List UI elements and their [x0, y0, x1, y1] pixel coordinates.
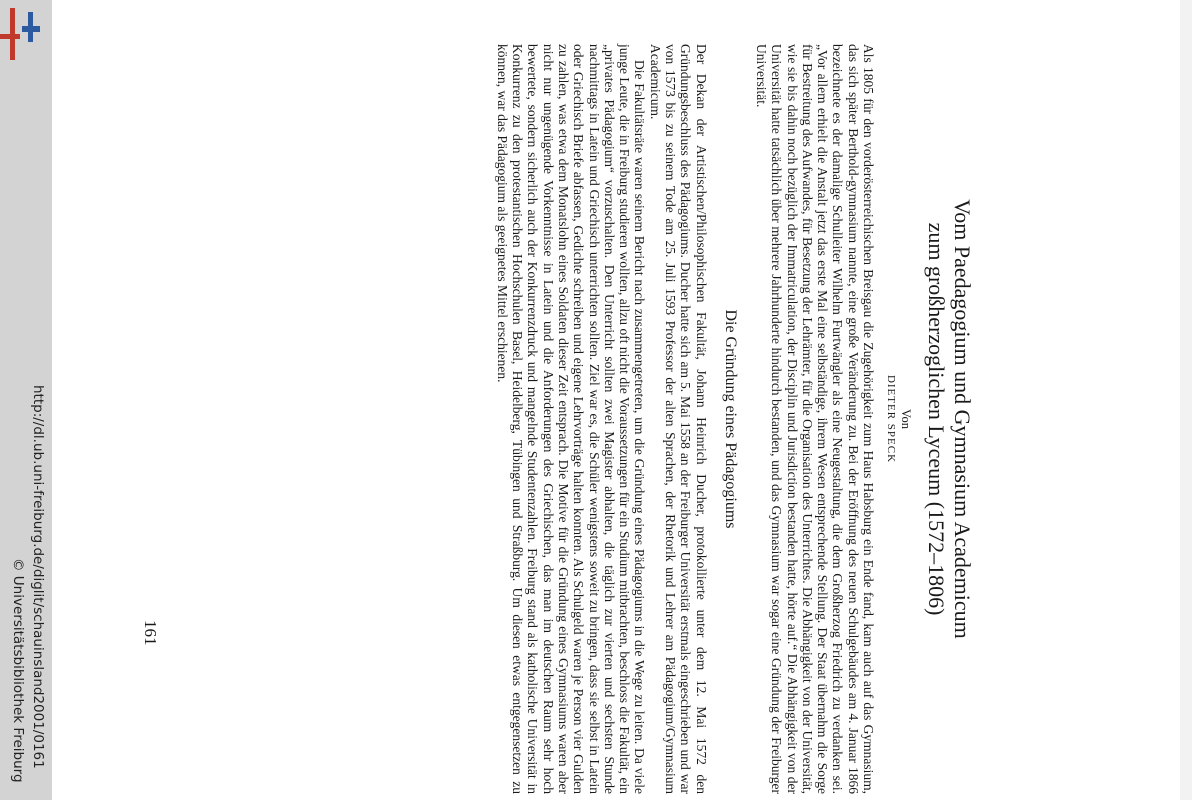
paragraph-faculty: Die Fakultätsräte waren seinem Bericht nach zusammengetreten, um die Gründung eines Pädagogiums in die Wege zu leiten. Da viele junge Leute, die in Freiburg studieren wollten, allzu oft nicht die Voraussetzungen für ein Studium mitbrachten, beschloss die Fakultät, ein „privates Pädagogium“ vorzuschalten. Den Unterricht sollten zwei Magister abhalten, die täglich zur vierten und sechsten Stunde nachmittags in Latein und Griechisch unterrichten sollten. Ziel war es, die Schüler wenigstens soweit zu bringen, dass sie selbst in Latein oder Griechisch Briefe abfassen, Gedichte schreiben und eigene Lehrvorträge halten konnten. Als Schulgeld waren je Person vier Gulden zu zahlen, was etwa dem Monatslohn eines Soldaten dieser Zeit entsprach. Die Motive für die Gründung eines Gymnasiums waren aber nicht nur ungenügende Vorkenntnisse in Latein und die Anforderungen des Griechischen, das man im deutschen Raum sehr hoch bewertete, sondern sicherlich auch der Konkurrenzdruck und mangelnde Studentenzahlen. Freiburg stand als katholische Universität in Konkurrenz zu den protestantischen Hochschulen Basel, Heidelberg, Tübingen und Straßburg. Um diesen etwas entgegensetzen zu können, war das Pädagogium als geeignetes Mittel erschienen. [494, 44, 648, 794]
footer-copyright: © Universitätsbibliothek Freiburg [10, 558, 26, 783]
page-edge [1180, 0, 1192, 800]
paragraph-intro: Als 1805 für den vorderösterreichischen Breisgau die Zugehörigkeit zum Haus Habsburg ein Ende fand, kam auch auf das Gymnasium, das sich später Berthold-gymnasium nannte, eine große Veränderung zu. Bei der Eröffnung des neuen Schulgebäudes am 4. Januar 1866 bezeichnete es der damalige Schulleiter Wilhelm Furtwängler als eine Neugestaltung, die dem Großherzog Friedrich zu verdanken sei. „Vor allem erhielt die Anstalt jetzt das erste Mal eine selbständige, ihrem Wesen entsprechende Stellung. Der Staat übernahm die Sorge für Bestreitung des Aufwandes, für Besetzung der Lehrämter, für die Organisation des Unterrichtes. Die Abhängigkeit von der Universität, wie sie bis dahin noch bezüglich der Immatriculation, der Disciplin und Jurisdiction bestanden hatte, hörte auf.“ Die Abhängigkeit von der Universität hatte tatsächlich über mehrere Jahrhunderte hindurch bestanden, und das Gymnasium war sogar eine Gründung der Freiburger Universität. [753, 44, 876, 794]
title-line-2: zum großherzoglichen Lyceum (1572–1806) [924, 222, 949, 616]
byline-von: Von [899, 409, 913, 429]
author-name: DIETER SPECK [885, 374, 897, 464]
paragraph-founding: Der Dekan der Artistischen/Philosophischen Fakultät, Johann Heinrich Ducher, protokollierte unter dem 12. Mai 1572 den Gründungsbeschluss des Pädagogiums. Ducher hatte sich am 5. Mai 1558 an der Freiburger Universität erstmals eingeschrieben und war von 1573 bis zu seinem Tode am 25. Juli 1593 Professor der alten Sprachen, der Rhetorik und Lehrer am Pädagogium/Gymnasium Academicum. [647, 44, 709, 794]
page-number: 161 [141, 620, 160, 646]
title-line-1: Vom Paedagogium und Gymnasium Academicum [950, 199, 975, 639]
article-title [923, 44, 975, 794]
footer-url: http://dl.ub.uni-freiburg.de/diglit/schauinsland2001/0161 [30, 385, 46, 769]
rotated-page-content [135, 44, 985, 794]
viewer-sidebar [0, 0, 52, 800]
section-heading: Die Gründung eines Pädagogiums [721, 309, 739, 529]
